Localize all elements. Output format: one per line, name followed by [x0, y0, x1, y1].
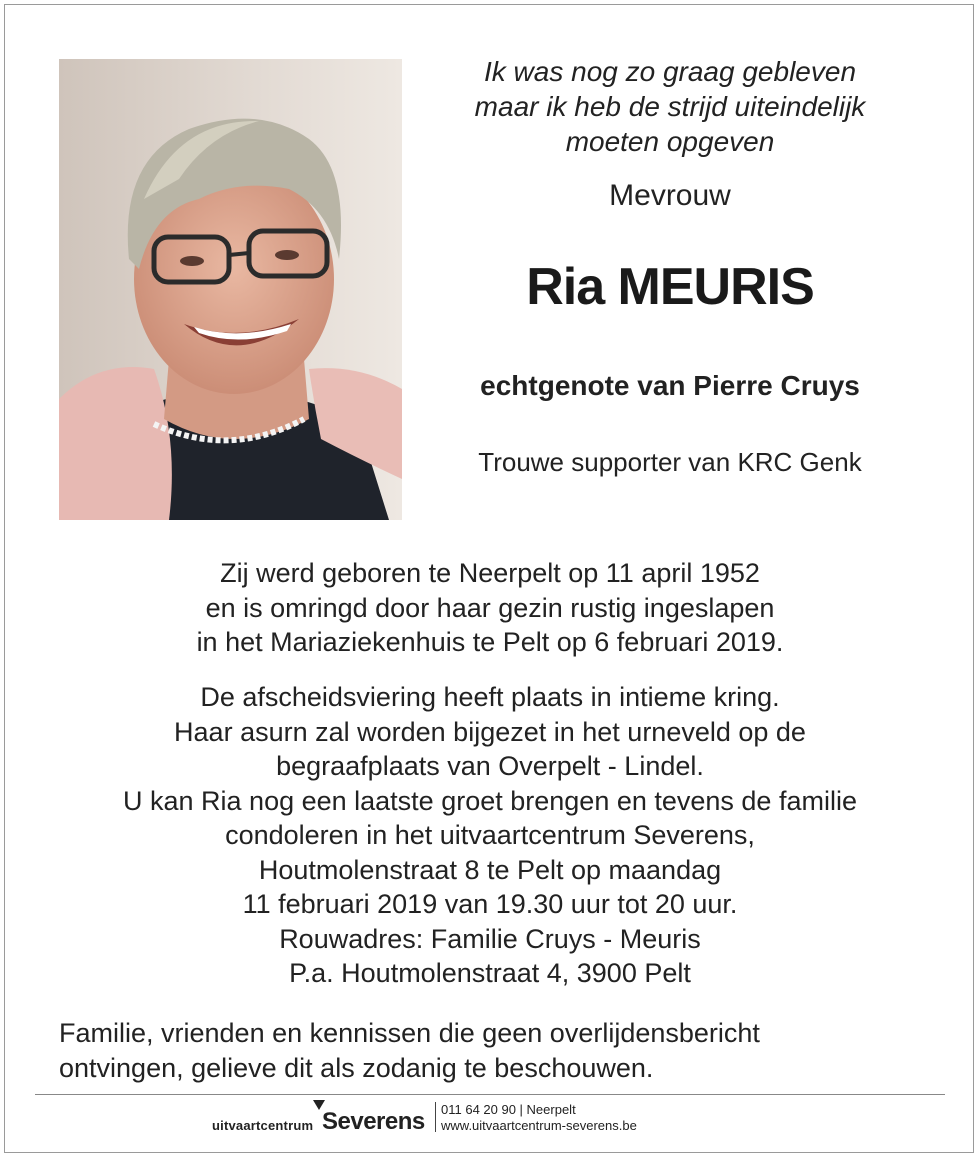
- logo-separator: [435, 1102, 436, 1132]
- phone-line: 011 64 20 90 | Neerpelt: [441, 1102, 576, 1117]
- paragraph-line: in het Mariaziekenhuis te Pelt op 6 februari 2019.: [196, 627, 784, 657]
- paragraph-line: Familie, vrienden en kennissen die geen overlijdensbericht: [59, 1018, 760, 1048]
- paragraph-line: Rouwadres: Familie Cruys - Meuris: [279, 923, 701, 954]
- paragraph-line: ontvingen, gelieve dit als zodanig te beschouwen.: [59, 1052, 654, 1083]
- quote-line: maar ik heb de strijd uiteindelijk: [474, 91, 866, 122]
- paragraph-line: en is omringd door haar gezin rustig ingeslapen: [205, 592, 775, 623]
- paragraph-line: Haar asurn zal worden bijgezet in het urneveld op de: [174, 716, 806, 747]
- paragraph-line: Houtmolenstraat 8 te Pelt op maandag: [258, 854, 722, 885]
- paragraph-line: De afscheidsviering heeft plaats in intieme kring.: [200, 682, 780, 712]
- supporter-line: Trouwe supporter van KRC Genk: [478, 447, 862, 477]
- salutation: Mevrouw: [609, 179, 731, 212]
- birth-paragraph: [40, 556, 940, 660]
- memorial-quote: [420, 54, 920, 159]
- website-link[interactable]: www.uitvaartcentrum-severens.be: [441, 1118, 637, 1133]
- notice-paragraph: [59, 1016, 939, 1085]
- paragraph-line: Zij werd geboren te Neerpelt op 11 april 1952: [220, 558, 760, 588]
- quote-line: moeten opgeven: [565, 126, 775, 157]
- logo-subtitle: uitvaartcentrum: [212, 1118, 314, 1133]
- footer-divider: [35, 1094, 945, 1095]
- paragraph-line: U kan Ria nog een laatste groet brengen en tevens de familie: [123, 785, 857, 816]
- deceased-name: Ria MEURIS: [526, 258, 814, 316]
- spouse-line: echtgenote van Pierre Cruys: [480, 370, 860, 401]
- quote-line: Ik was nog zo graag gebleven: [483, 56, 857, 87]
- paragraph-line: 11 februari 2019 van 19.30 uur tot 20 uur.: [242, 889, 738, 919]
- contact-info: [441, 1102, 637, 1134]
- paragraph-line: P.a. Houtmolenstraat 4, 3900 Pelt: [289, 958, 691, 988]
- paragraph-line: condoleren in het uitvaartcentrum Severens,: [225, 820, 755, 850]
- portrait-photo: [59, 59, 402, 520]
- paragraph-line: begraafplaats van Overpelt - Lindel.: [276, 751, 704, 781]
- logo-title: Severens: [322, 1108, 425, 1135]
- ceremony-paragraph: [40, 680, 940, 991]
